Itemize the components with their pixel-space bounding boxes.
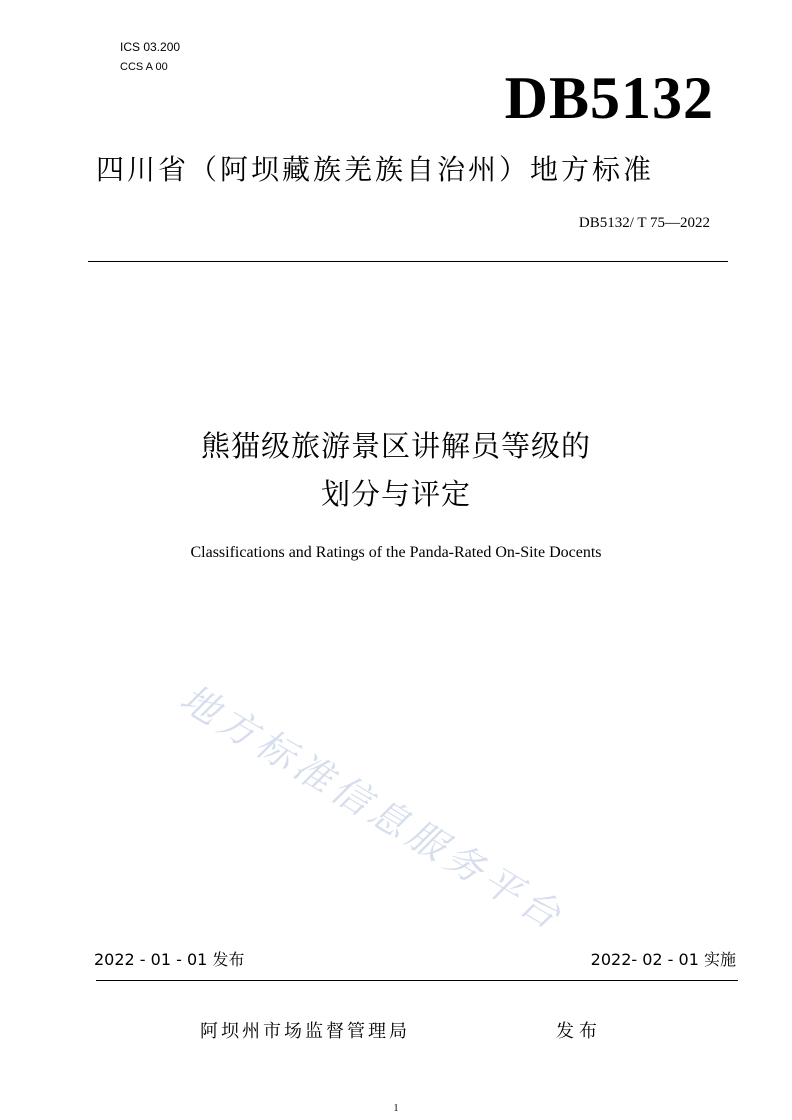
- publish-label: 发布: [556, 1021, 602, 1042]
- page-number: 1: [393, 1103, 399, 1114]
- publisher: 阿坝州市场监督管理局: [200, 1021, 410, 1042]
- standard-category: 四川省（阿坝藏族羌族自治州）地方标准: [96, 153, 655, 186]
- implementation-date: 2022- 02 - 01 实施: [590, 950, 736, 969]
- ics-code: ICS 03.200: [120, 40, 181, 54]
- top-divider: [88, 261, 728, 262]
- title-en: Classifications and Ratings of the Panda-Rated On-Site Docents: [190, 544, 602, 561]
- bottom-divider: [96, 980, 738, 981]
- title-cn-line1: 熊猫级旅游景区讲解员等级的: [200, 429, 591, 463]
- db-code: DB5132: [504, 65, 714, 131]
- standard-number: DB5132/ T 75—2022: [578, 215, 710, 231]
- watermark: 地方标准信息服务平台: [172, 675, 573, 941]
- issue-date: 2022 - 01 - 01 发布: [94, 950, 245, 969]
- ccs-code: CCS A 00: [120, 61, 168, 73]
- title-cn-line2: 划分与评定: [320, 477, 471, 511]
